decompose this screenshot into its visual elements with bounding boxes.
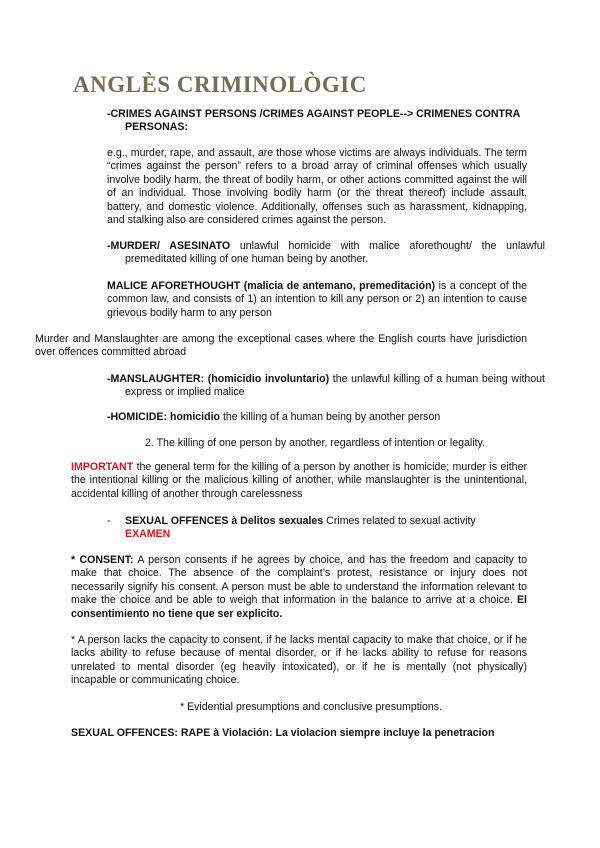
homicide-text: the killing of a human being by another person <box>220 411 441 423</box>
manslaughter-definition <box>107 373 545 400</box>
exam-label: EXAMEN <box>125 528 171 541</box>
murder-definition <box>107 240 545 267</box>
sexual-dash: - <box>107 515 111 527</box>
sexual-offences <box>125 515 527 542</box>
important-label: IMPORTANT <box>71 461 134 473</box>
important-note <box>71 461 527 501</box>
rape-definition <box>71 727 531 740</box>
malice-term: MALICE AFORETHOUGHT (malicia de antemano, premeditación) <box>107 280 436 292</box>
rape-text: : La violacion siempre incluye la penetracion <box>269 727 495 739</box>
homicide-term: -HOMICIDE: homicidio <box>107 411 220 423</box>
consent-bold-end: El consentimiento no tiene que ser explicito. <box>71 594 527 620</box>
rape-term: SEXUAL OFFENCES: RAPE à Violación <box>71 727 269 739</box>
homicide-second-definition: 2. The killing of one person by another, regardless of intention or legality. <box>145 437 485 449</box>
important-text: the general term for the killing of a person by another is homicide; murder is either the intentional killing or the malicious killing of another, while manslaughter is the unintentional, accidental killing of another through carelessness <box>71 461 527 500</box>
sexual-term: SEXUAL OFFENCES à Delitos sexuales <box>125 515 324 527</box>
lacks-capacity-paragraph: * A person lacks the capacity to consent, if he lacks mental capacity to make that choice, or if he lacks ability to refuse because of mental disorder, or if he lacks ability to refuse for reasons unrelated to mental disorder (eg heavily intoxicated), or if he is mentally (not physically) incapable or communicating choice. <box>71 634 527 687</box>
homicide-definition <box>107 411 527 424</box>
manslaughter-text: the unlawful killing of a human being without express or implied malice <box>125 373 545 399</box>
crimes-persons-heading: -CRIMES AGAINST PERSONS /CRIMES AGAINST PEOPLE--> CRIMENES CONTRA PERSONAS: <box>107 108 520 134</box>
jurisdiction-note: Murder and Manslaughter are among the exceptional cases where the English courts have jurisdiction over offences committed abroad <box>35 333 527 359</box>
malice-definition <box>107 280 527 320</box>
sexual-text: Crimes related to sexual activity <box>323 515 476 527</box>
murder-text: unlawful homicide with malice aforethought/ the unlawful premeditated killing of one human being by another. <box>125 240 545 266</box>
malice-text: is a concept of the common law, and consists of 1) an intention to kill any person or 2) an intention to cause grievous bodily harm to any person <box>107 280 527 319</box>
page-title: ANGLÈS CRIMINOLÒGIC <box>73 72 367 97</box>
manslaughter-term: -MANSLAUGHTER: (homicidio involuntario) <box>107 373 330 385</box>
murder-term: -MURDER/ ASESINATO <box>107 240 231 252</box>
consent-paragraph <box>71 554 527 621</box>
evidential-presumptions: * Evidential presumptions and conclusive presumptions. <box>180 701 443 713</box>
consent-label: * CONSENT: <box>71 554 134 566</box>
consent-text: A person consents if he agrees by choice, and has the freedom and capacity to make that choice. The absence of the complaint’s protest, resistance or injury does not necessarily signify his consent. A person must be able to understand the information relevant to make the choice and be able to weigh that information in the balance to arrive at a choice. <box>71 554 527 607</box>
crimes-persons-text: e.g., murder, rape, and assault, are those whose victims are always individuals. The term “crimes against the person” refers to a broad array of criminal offenses which usually involve bodily harm, the threat of bodily harm, or other actions committed against the will of an individual. Those involving bodily harm (or the threat thereof) include assault, battery, and domestic violence. Additionally, offenses such as harassment, kidnapping, and stalking also are considered crimes against the person. <box>107 147 527 227</box>
